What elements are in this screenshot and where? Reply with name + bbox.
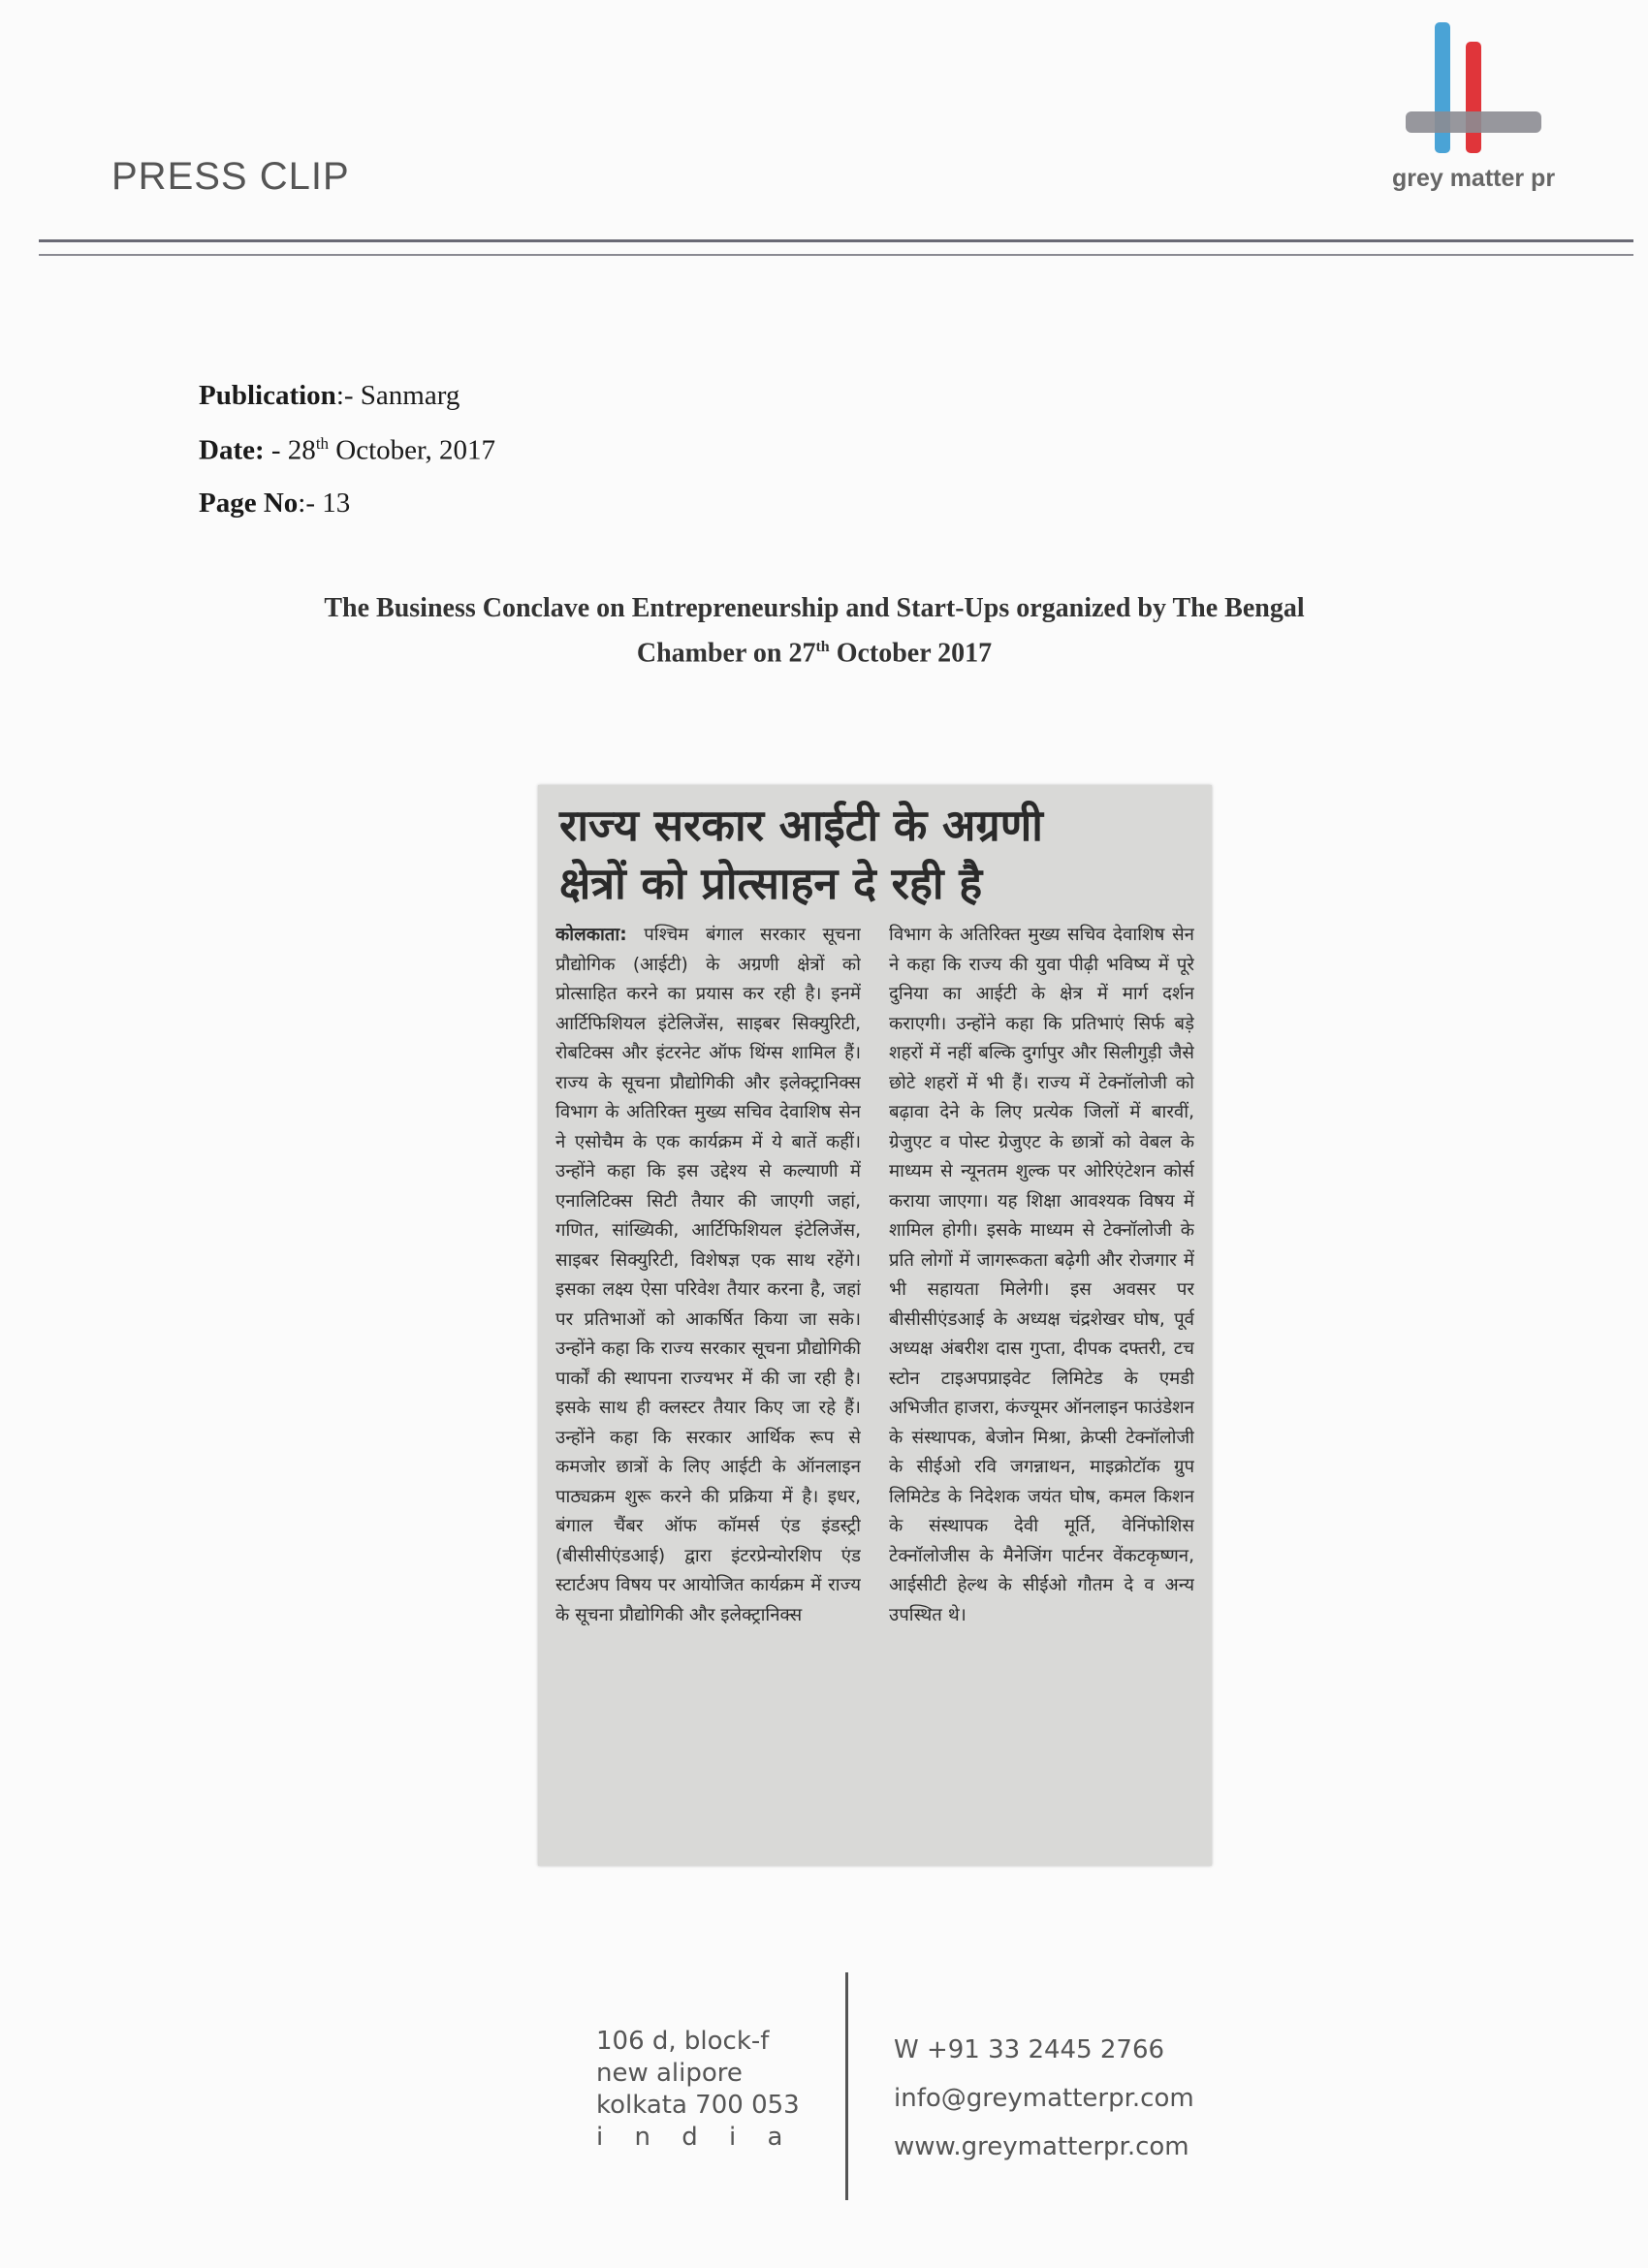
footer-divider: [845, 1972, 848, 2200]
date-label: Date:: [199, 434, 265, 466]
address-line-3: kolkata 700 053: [596, 2091, 800, 2120]
email-link[interactable]: info@greymatterpr.com: [894, 2084, 1194, 2113]
newspaper-clipping: [538, 785, 1212, 1866]
clipping-title: [559, 797, 1199, 913]
headline-line-2-suffix: October 2017: [829, 638, 993, 669]
header-rule: [39, 239, 1633, 242]
clipping-dateline: कोलकाता:: [555, 925, 627, 945]
headline-line-2-prefix: Chamber on 27: [636, 638, 816, 669]
headline-line-2-sup: th: [815, 639, 830, 655]
logo-mark-icon: [1367, 15, 1580, 160]
website-link[interactable]: www.greymatterpr.com: [894, 2132, 1189, 2161]
publication-label: Publication: [199, 380, 336, 411]
headline-line-2: [174, 628, 1454, 673]
footer-contact: [894, 2026, 1194, 2171]
date-sup: th: [315, 434, 330, 453]
clipping-column-1: [555, 921, 861, 1851]
phone-number: W +91 33 2445 2766: [894, 2035, 1165, 2064]
publication-line: [199, 380, 460, 412]
footer-address: [596, 2026, 800, 2154]
address-line-2: new alipore: [596, 2059, 743, 2088]
publication-value: :- Sanmarg: [335, 380, 460, 411]
headline-line-1: The Business Conclave on Entrepreneurship and Start-Ups organized by The Bengal: [324, 593, 1305, 623]
date-line: [199, 434, 495, 467]
page-value: :- 13: [298, 488, 351, 519]
event-headline: [174, 589, 1454, 673]
page-label: Page No: [199, 488, 299, 519]
clipping-column-1-text: पश्चिम बंगाल सरकार सूचना प्रौद्योगिक (आईटी) के अग्रणी क्षेत्रों को प्रोत्साहित करने का प्रयास कर रही है। इनमें आर्टिफिशियल इंटेलिजेंस, साइबर सिक्युरिटी, रोबटिक्स और इंटरनेट ऑफ थिंग्स शामिल हैं। राज्य के सूचना प्रौद्योगिकी और इलेक्ट्रानिक्स विभाग के अतिरिक्त मुख्य सचिव देवाशिष सेन ने एसोचैम के एक कार्यक्रम में ये बातें कहीं। उन्होंने कहा कि इस उद्देश्य से कल्याणी में एनालिटिक्स सिटी तैयार की जाएगी जहां, गणित, सांख्यिकी, आर्टिफिशियल इंटेलिजेंस, साइबर सिक्युरिटी, विशेषज्ञ एक साथ रहेंगे। इसका लक्ष्य ऐसा परिवेश तैयार करना है, जहां पर प्रतिभाओं को आकर्षित किया जा सके। उन्होंने कहा कि राज्य सरकार सूचना प्रौद्योगिकी पार्कों की स्थापना राज्यभर में की जा रही है। इसके साथ ही क्लस्टर तैयार किए जा रहे हैं। उन्होंने कहा कि सरकार आर्थिक रूप से कमजोर छात्रों के लिए आईटी के ऑनलाइन पाठ्यक्रम शुरू करने की प्रक्रिया में है। इधर, बंगाल चैंबर ऑफ कॉमर्स एंड इंडस्ट्री (बीसीसीएंडआई) द्वारा इंटरप्रेन्योरशिप एंड स्टार्टअप विषय पर आयोजित कार्यक्रम में राज्य के सूचना प्रौद्योगिकी और इलेक्ट्रानिक्स: [555, 925, 861, 1625]
page-line: [199, 488, 350, 520]
date-suffix: October, 2017: [329, 434, 496, 466]
grey-matter-logo: [1367, 15, 1580, 199]
clipping-title-line-1: राज्य सरकार आईटी के अग्रणी: [559, 800, 1043, 851]
clipping-title-line-2: क्षेत्रों को प्रोत्साहन दे रही है: [559, 858, 983, 909]
date-prefix: - 28: [264, 434, 316, 466]
press-clip-title: PRESS CLIP: [111, 155, 350, 198]
address-line-1: 106 d, block-f: [596, 2027, 770, 2056]
logo-text: grey matter pr: [1391, 165, 1556, 192]
address-line-4: i n d i a: [596, 2123, 795, 2152]
clipping-column-2: विभाग के अतिरिक्त मुख्य सचिव देवाशिष सेन ने कहा कि राज्य की युवा पीढ़ी भविष्य में पूरे दुनिया का आईटी के क्षेत्र में मार्ग दर्शन कराएगी। उन्होंने कहा कि प्रतिभाएं सिर्फ बड़े शहरों में नहीं बल्कि दुर्गापुर और सिलीगुड़ी जैसे छोटे शहरों में भी हैं। राज्य में टेक्नॉलोजी को बढ़ावा देने के लिए प्रत्येक जिलों में बारवीं, ग्रेजुएट व पोस्ट ग्रेजुएट के छात्रों को वेबल के माध्यम से न्यूनतम शुल्क पर ओरिएंटेशन कोर्स कराया जाएगा। यह शिक्षा आवश्यक विषय में शामिल होगी। इसके माध्यम से टेक्नॉलोजी के प्रति लोगों में जागरूकता बढ़ेगी और रोजगार में भी सहायता मिलेगी। इस अवसर पर बीसीसीएंडआई के अध्यक्ष चंद्रशेखर घोष, पूर्व अध्यक्ष अंबरीश दास गुप्ता, दीपक दफ्तरी, टच स्टोन टाइअपप्राइवेट लिमिटेड के एमडी अभिजीत हाजरा, कंज्यूमर ऑनलाइन फाउंडेशन के संस्थापक, बेजोन मिश्रा, क्रेप्सी टेक्नॉलोजी के सीईओ रवि जगन्नाथन, माइक्रोटॉक ग्रुप लिमिटेड के निदेशक जयंत घोष, कमल किशन के संस्थापक देवी मूर्ति, वेनिंफोशिस टेक्नॉलोजीस के मैनेजिंग पार्टनर वेंकटकृष्णन, आईसीटी हेल्थ के सीईओ गौतम दे व अन्य उपस्थित थे।: [889, 925, 1194, 1625]
header-rule-secondary: [39, 254, 1633, 256]
